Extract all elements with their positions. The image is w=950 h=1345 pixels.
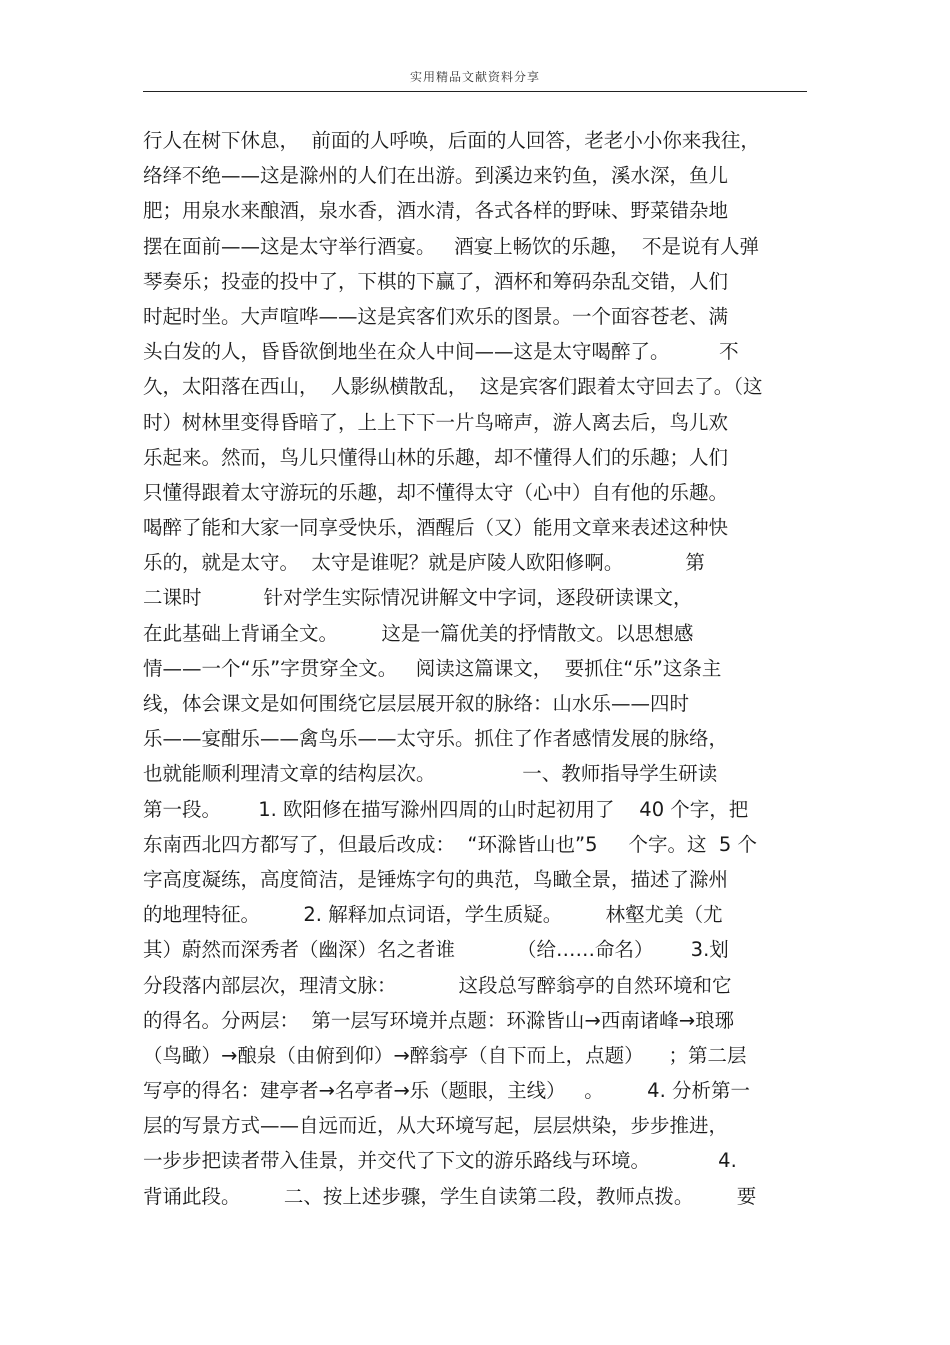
text-line: 乐的，就是太守。 太守是谁呢？就是庐陵人欧阳修啊。 第 [143, 551, 705, 575]
text-line: 线，体会课文是如何围绕它层层展开叙的脉络：山水乐——四时 [143, 692, 690, 715]
text-line: 时起时坐。大声喧哗——这是宾客们欢乐的图景。一个面容苍老、满 [143, 304, 729, 328]
text-line: 东南西北四方都写了，但最后改成： “环滁皆山也”5 个字。这 5 个 [143, 832, 758, 856]
text-line: 乐——宴酣乐——禽鸟乐——太守乐。抓住了作者感情发展的脉络， [143, 727, 729, 751]
text-line: 写亭的得名：建亭者→名亭者→乐（题眼，主线） 。 4. 分析第一 [143, 1079, 750, 1103]
text-line: 二课时 针对学生实际情况讲解文中字词，逐段研读课文， [143, 586, 693, 610]
text-line: 行人在树下休息， 前面的人呼唤，后面的人回答，老老小小你来我往， [143, 129, 760, 152]
text-line: 乐起来。然而，鸟儿只懂得山林的乐趣，却不懂得人们的乐趣；人们 [143, 445, 729, 469]
text-line: 在此基础上背诵全文。 这是一篇优美的抒情散文。以思想感 [143, 621, 694, 645]
text-line: 字高度凝练，高度简洁，是锤炼字句的典范，鸟瞰全景，描述了滁州 [143, 867, 729, 891]
body-text [143, 123, 807, 1214]
text-line: 久，太阳落在西山， 人影纵横散乱， 这是宾客们跟着太守回去了。（这 [143, 375, 763, 399]
text-line: 背诵此段。 二、按上述步骤，学生自读第二段，教师点拨。 要 [143, 1184, 757, 1208]
text-line: （鸟瞰）→酿泉（由俯到仰）→醉翁亭（自下而上，点题） ；第二层 [143, 1043, 747, 1067]
text-line: 也就能顺利理清文章的结构层次。 一、教师指导学生研读 [143, 762, 718, 786]
text-line: 情——一个“乐”字贯穿全文。 阅读这篇课文， 要抓住“乐”这条主 [143, 656, 722, 680]
text-line: 络绎不绝——这是滁州的人们在出游。到溪边来钓鱼，溪水深，鱼儿 [143, 164, 729, 188]
text-line: 只懂得跟着太守游玩的乐趣，却不懂得太守（心中）自有他的乐趣。 [143, 480, 729, 504]
text-line: 摆在面前——这是太守举行酒宴。 酒宴上畅饮的乐趣， 不是说有人弹 [143, 234, 759, 258]
text-line: 的地理特征。 2. 解释加点词语，学生质疑。 林壑尤美（尤 [143, 903, 723, 927]
header-divider [143, 91, 807, 92]
text-line: 其）蔚然而深秀者（幽深）名之者谁 （给……命名） 3.划 [143, 938, 729, 962]
text-line: 时）树林里变得昏暗了，上上下下一片鸟啼声，游人离去后，鸟儿欢 [143, 410, 729, 434]
text-line: 琴奏乐；投壶的投中了，下棋的下赢了，酒杯和筹码杂乱交错，人们 [143, 269, 729, 293]
text-line: 分段落内部层次，理清文脉： 这段总写醉翁亭的自然环境和它 [143, 973, 732, 997]
text-line: 头白发的人，昏昏欲倒地坐在众人中间——这是太守喝醉了。 不 [143, 340, 739, 364]
page-header: 实用精品文献资料分享 [409, 70, 540, 84]
text-line: 的得名。分两层： 第一层写环境并点题：环滁皆山→西南诸峰→琅琊 [143, 1008, 735, 1032]
text-line: 肥；用泉水来酿酒，泉水香，酒水清，各式各样的野味、野菜错杂地 [143, 199, 729, 223]
text-line: 层的写景方式——自远而近，从大环境写起，层层烘染，步步推进， [143, 1114, 729, 1138]
text-line: 一步步把读者带入佳景，并交代了下文的游乐路线与环境。 4. [143, 1149, 737, 1173]
text-line: 喝醉了能和大家一同享受快乐，酒醒后（又）能用文章来表述这种快 [143, 516, 729, 540]
text-line: 第一段。 1. 欧阳修在描写滁州四周的山时起初用了 40 个字，把 [143, 797, 749, 821]
